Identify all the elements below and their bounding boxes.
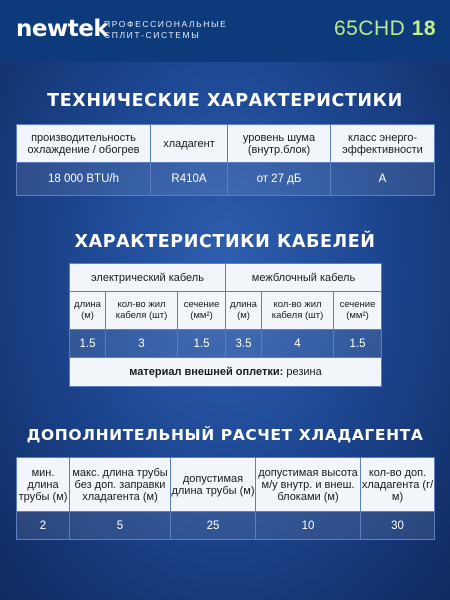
- cables-sub-length-1: длина (м): [70, 292, 106, 330]
- cables-material-row: [70, 358, 382, 387]
- tech-value-capacity: 18 000 BTU/h: [17, 163, 151, 196]
- refrigerant-value-max-length: 5: [70, 512, 171, 540]
- refrigerant-table: [16, 457, 435, 540]
- refrigerant-value-min-length: 2: [17, 512, 70, 540]
- refrigerant-header-extra-amount: кол-во доп. хладагента (г/м): [361, 458, 435, 512]
- model-prefix: 65CHD: [333, 17, 406, 40]
- cables-table: [69, 263, 382, 387]
- cables-sub-wires-2: кол-во жил кабеля (шт): [262, 292, 334, 330]
- refrigerant-value-allowed-length: 25: [171, 512, 256, 540]
- refrigerant-value-allowed-height: 10: [256, 512, 361, 540]
- tech-value-refrigerant: R410A: [151, 163, 228, 196]
- tech-header-capacity: производительность охлаждение / обогрев: [17, 125, 151, 163]
- tech-header-refrigerant: хладагент: [151, 125, 228, 163]
- cables-sub-wires-1: кол-во жил кабеля (шт): [106, 292, 178, 330]
- cables-group-interblock: межблочный кабель: [226, 264, 382, 292]
- tech-specs-title: ТЕХНИЧЕСКИЕ ХАРАКТЕРИСТИКИ: [47, 91, 403, 111]
- cables-material-value: резина: [286, 366, 322, 378]
- cables-value-wires-2: 4: [262, 330, 334, 358]
- brand-logo: newtek: [16, 16, 109, 42]
- tech-value-noise: от 27 дБ: [228, 163, 331, 196]
- cables-value-length-1: 1.5: [70, 330, 106, 358]
- refrigerant-header-allowed-length: допустимая длина трубы (м): [171, 458, 256, 512]
- header-bar: [0, 0, 450, 62]
- refrigerant-header-min-length: мин. длина трубы (м): [17, 458, 70, 512]
- cables-group-electric: электрический кабель: [70, 264, 226, 292]
- brand-tagline: [104, 19, 227, 41]
- tagline-line-2: СПЛИТ-СИСТЕМЫ: [104, 30, 201, 40]
- cables-sub-length-2: длина (м): [226, 292, 262, 330]
- tagline-line-1: ПРОФЕССИОНАЛЬНЫЕ: [104, 19, 228, 29]
- refrigerant-header-allowed-height: допустимая высота м/у внутр. и внеш. блоками (м): [256, 458, 361, 512]
- refrigerant-value-extra-amount: 30: [361, 512, 435, 540]
- cables-sub-section-1: сечение (мм²): [178, 292, 226, 330]
- cables-value-wires-1: 3: [106, 330, 178, 358]
- tech-header-noise: уровень шума (внутр.блок): [228, 125, 331, 163]
- cables-value-section-2: 1.5: [334, 330, 382, 358]
- tech-header-energy-class: класс энерго-эффективности: [331, 125, 435, 163]
- tech-value-energy-class: A: [331, 163, 435, 196]
- model-name: [334, 17, 436, 41]
- model-suffix: 18: [411, 17, 436, 40]
- refrigerant-header-max-length: макс. длина трубы без доп. заправки хладагента (м): [70, 458, 171, 512]
- cables-value-section-1: 1.5: [178, 330, 226, 358]
- cables-sub-section-2: сечение (мм²): [334, 292, 382, 330]
- cables-material-label: материал внешней оплетки:: [129, 366, 284, 378]
- cables-value-length-2: 3.5: [226, 330, 262, 358]
- cables-title: ХАРАКТЕРИСТИКИ КАБЕЛЕЙ: [74, 232, 376, 252]
- tech-specs-table: [16, 124, 435, 196]
- refrigerant-title: ДОПОЛНИТЕЛЬНЫЙ РАСЧЕТ ХЛАДАГЕНТА: [26, 426, 424, 444]
